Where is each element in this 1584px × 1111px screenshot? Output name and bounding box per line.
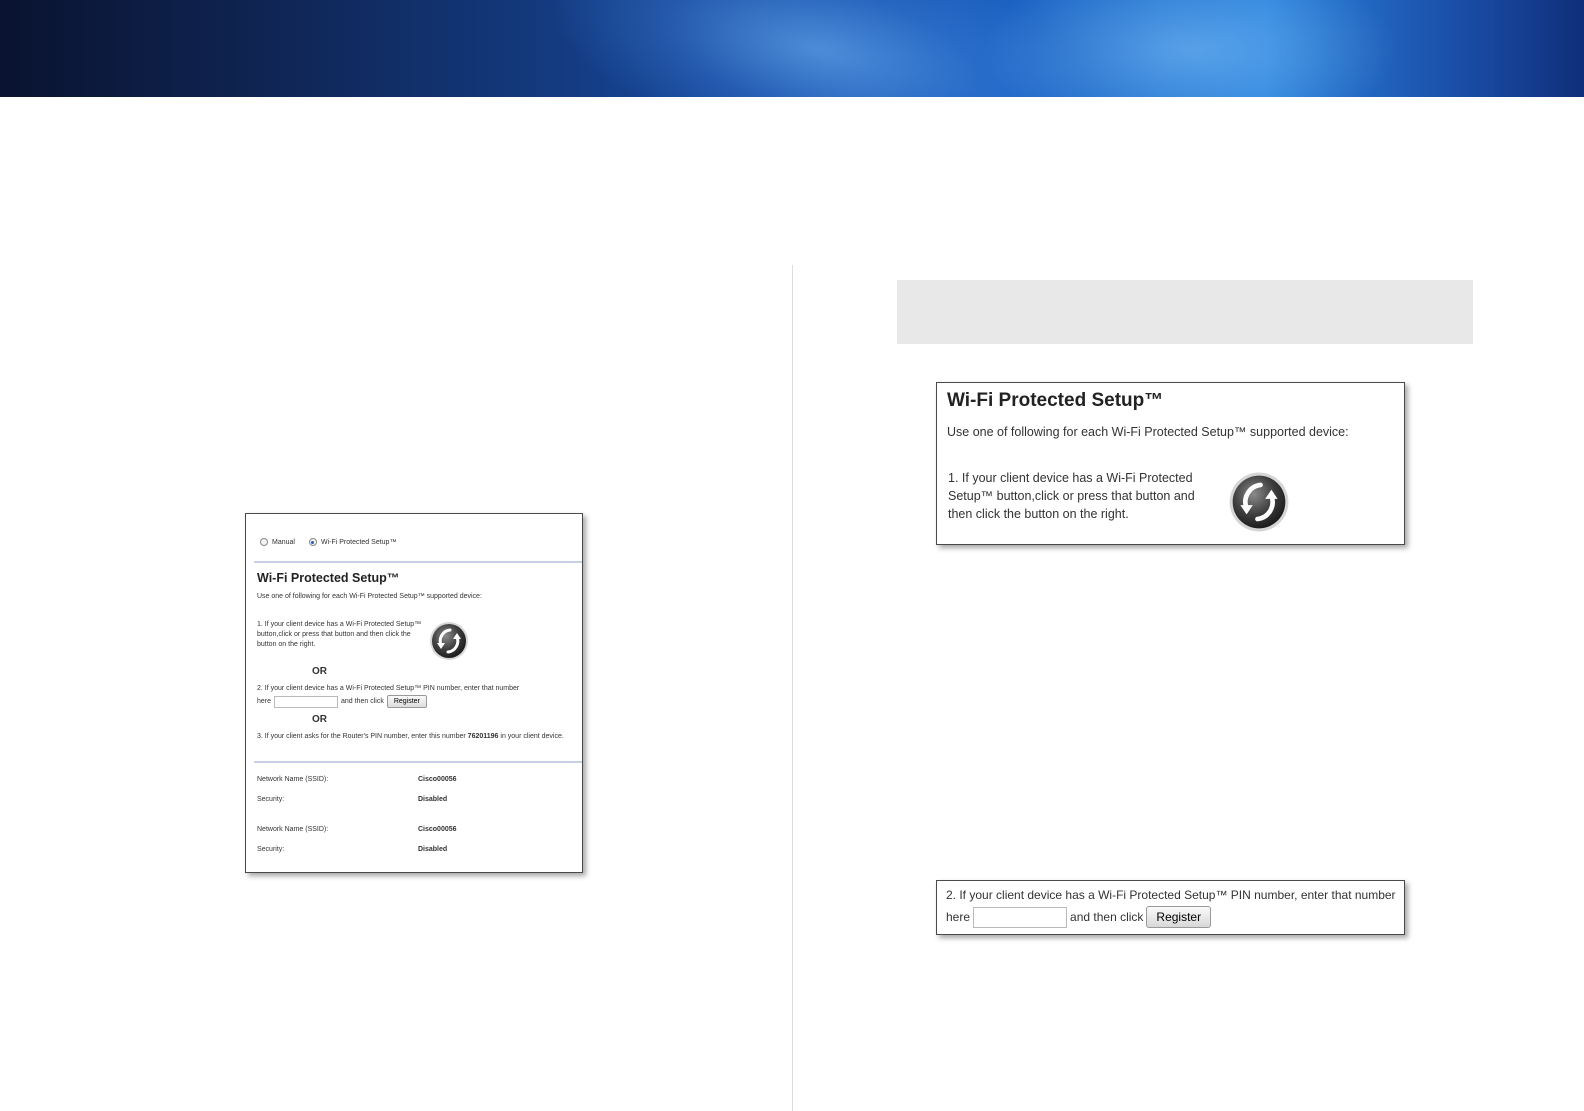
column-divider — [792, 265, 793, 1111]
divider — [254, 761, 582, 763]
mode-radio-group — [260, 538, 396, 546]
pin-suffix: and then click — [1070, 910, 1144, 924]
network-name-label: Network Name (SSID): — [257, 776, 329, 783]
wps-button[interactable] — [429, 621, 469, 663]
or-separator: OR — [312, 714, 327, 725]
wps-button[interactable] — [1228, 471, 1290, 538]
pin-input[interactable] — [274, 696, 338, 708]
wps-radio[interactable] — [309, 538, 317, 546]
pin-input[interactable] — [973, 907, 1067, 928]
wps-subtitle: Use one of following for each Wi-Fi Protected Setup™ supported device: — [257, 593, 482, 600]
security-value: Disabled — [418, 796, 448, 803]
wps-icon — [1228, 471, 1290, 533]
pin-entry-row — [257, 695, 427, 708]
pin-prefix: here — [257, 698, 272, 705]
pin-prefix: here — [946, 910, 971, 924]
manual-radio-label: Manual — [272, 538, 295, 546]
header-sheen-secondary — [980, 0, 1400, 97]
option2-text: 2. If your client device has a Wi-Fi Protected Setup™ PIN number, enter that number — [257, 685, 520, 692]
wps-title: Wi-Fi Protected Setup™ — [257, 571, 400, 585]
network-name-label: Network Name (SSID): — [257, 826, 329, 833]
option3-suffix: in your client device. — [500, 733, 564, 740]
wps-subtitle: Use one of following for each Wi-Fi Protected Setup™ supported device: — [947, 425, 1349, 439]
security-label: Security: — [257, 846, 285, 853]
wps-pin-detail-screenshot — [936, 880, 1405, 935]
option2-text: 2. If your client device has a Wi-Fi Protected Setup™ PIN number, enter that number — [946, 888, 1396, 902]
option1-text: 1. If your client device has a Wi-Fi Protected Setup™ button,click or press that button and then click the button on the right. — [257, 621, 422, 648]
security-label: Security: — [257, 796, 285, 803]
wps-radio-label: Wi-Fi Protected Setup™ — [320, 538, 397, 546]
option3-text — [257, 732, 579, 742]
register-button[interactable]: Register — [1146, 906, 1211, 928]
option3-prefix: 3. If your client asks for the Router's PIN number, enter this number — [257, 733, 466, 740]
manual-radio[interactable] — [260, 538, 268, 546]
router-pin: 76201196 — [467, 733, 499, 740]
pin-suffix: and then click — [341, 698, 384, 705]
note-bar — [897, 280, 1473, 344]
wps-icon — [429, 621, 469, 661]
wps-title: Wi-Fi Protected Setup™ — [947, 390, 1164, 411]
network-name-value: Cisco00056 — [418, 826, 457, 833]
wps-button-detail-screenshot — [936, 382, 1405, 545]
wps-screen-screenshot — [245, 513, 583, 873]
pin-entry-row — [946, 906, 1211, 928]
or-separator: OR — [312, 666, 327, 677]
network-name-value: Cisco00056 — [418, 776, 457, 783]
header-banner — [0, 0, 1584, 97]
option1-text: 1. If your client device has a Wi-Fi Protected Setup™ button,click or press that button and then click the button on the right. — [948, 471, 1195, 521]
divider — [254, 561, 582, 563]
register-button[interactable]: Register — [387, 695, 427, 708]
security-value: Disabled — [418, 846, 448, 853]
